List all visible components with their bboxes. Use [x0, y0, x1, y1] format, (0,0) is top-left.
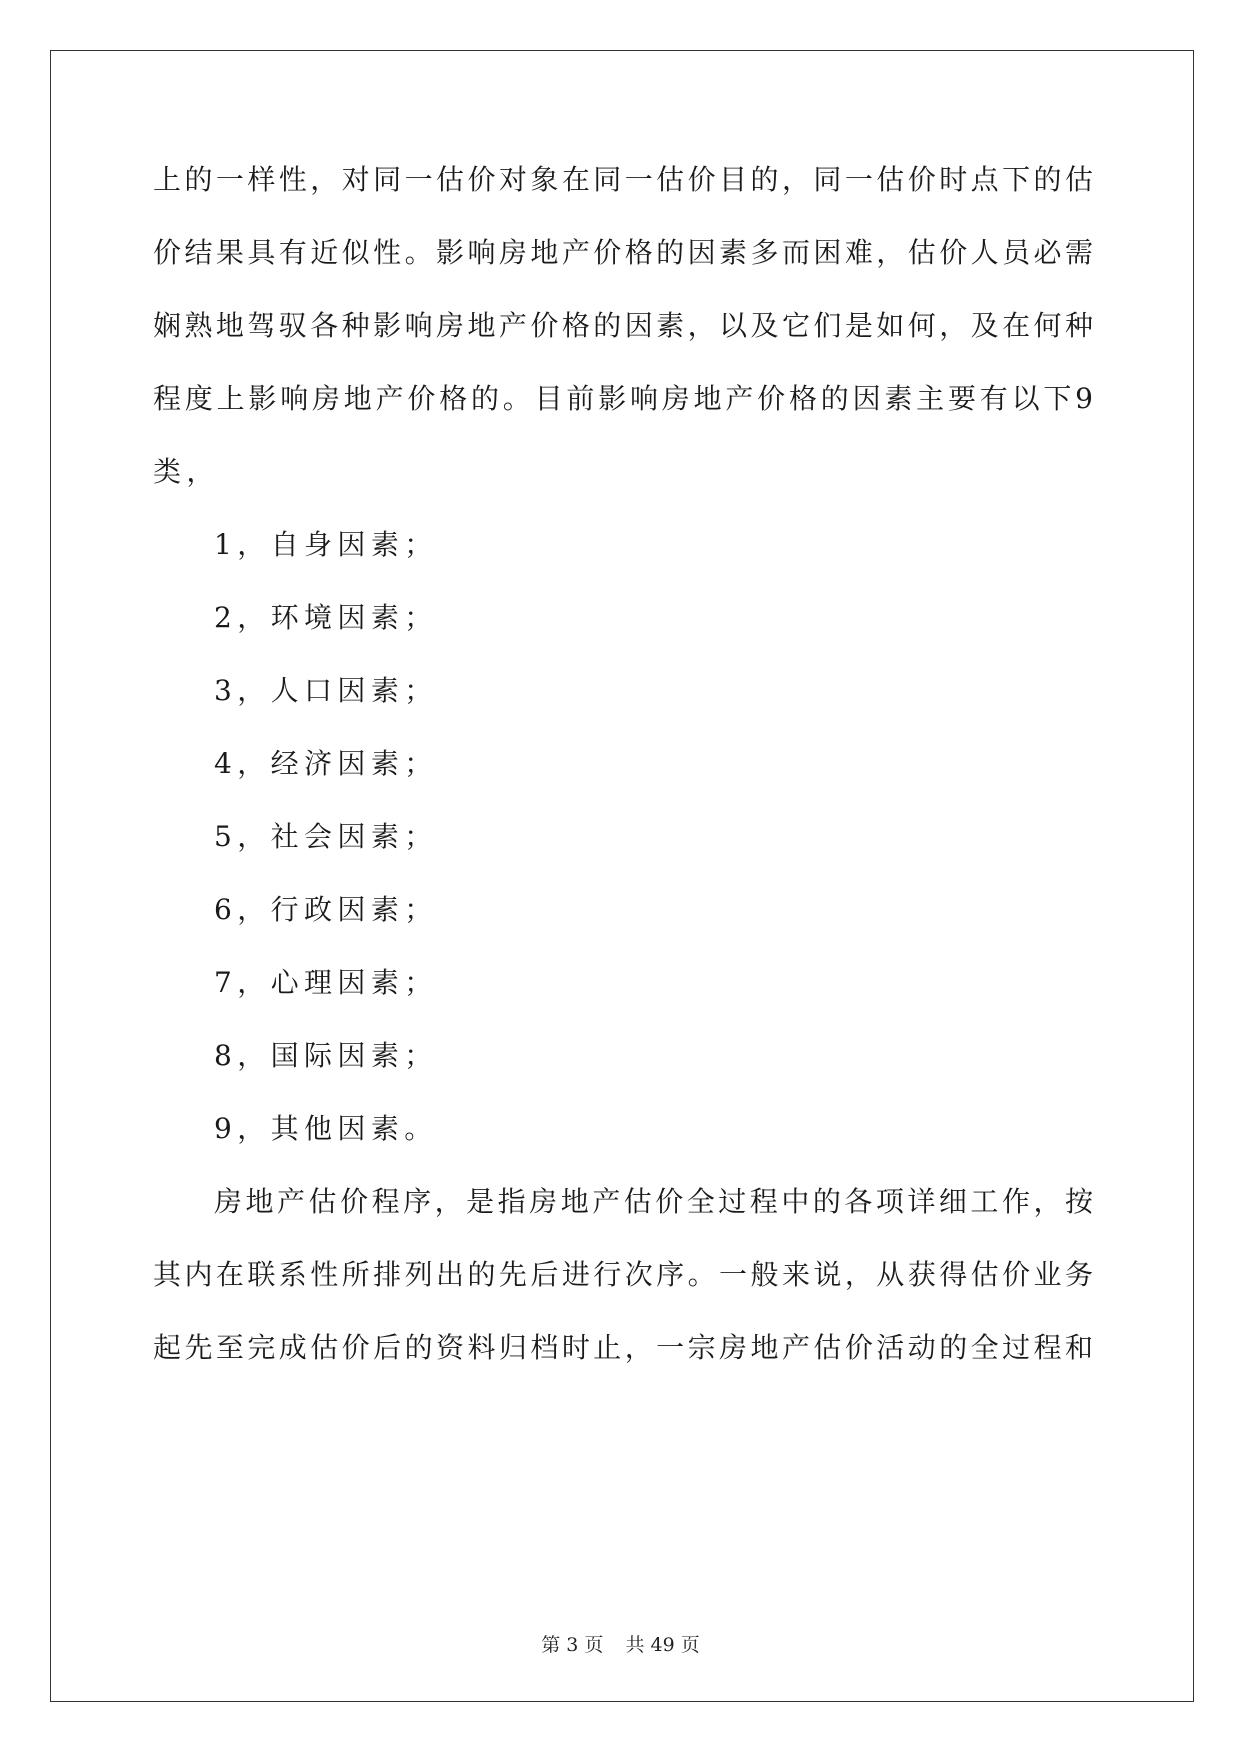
- page-border: [50, 50, 1194, 1702]
- page-footer: [0, 1633, 1241, 1657]
- list-item: 7，心理因素；: [214, 966, 438, 999]
- list-item: 9，其他因素。: [214, 1112, 438, 1145]
- text-line: 起先至完成估价后的资料归档时止，一宗房地产估价活动的全过程和: [153, 1331, 1093, 1364]
- list-item: 4，经济因素；: [214, 747, 438, 780]
- text-line: 娴熟地驾驭各种影响房地产价格的因素，以及它们是如何，及在何种: [153, 309, 1093, 342]
- text-line: 房地产估价程序，是指房地产估价全过程中的各项详细工作，按: [214, 1185, 1093, 1218]
- text-line: 上的一样性，对同一估价对象在同一估价目的，同一估价时点下的估: [153, 163, 1093, 196]
- list-item: 8，国际因素；: [214, 1039, 438, 1072]
- list-item: 5，社会因素；: [214, 820, 438, 853]
- list-item: 2，环境因素；: [214, 601, 438, 634]
- text-line: 其内在联系性所排列出的先后进行次序。一般来说，从获得估价业务: [153, 1258, 1093, 1291]
- page-total: 共 49 页: [625, 1634, 700, 1656]
- text-line: 程度上影响房地产价格的。目前影响房地产价格的因素主要有以下9: [153, 382, 1093, 415]
- text-line: 价结果具有近似性。影响房地产价格的因素多而困难，估价人员必需: [153, 236, 1093, 269]
- list-item: 3，人口因素；: [214, 674, 438, 707]
- text-line: 类，: [153, 455, 220, 488]
- list-item: 6，行政因素；: [214, 893, 438, 926]
- page-number: 第 3 页: [541, 1634, 604, 1656]
- list-item: 1，自身因素；: [214, 528, 438, 561]
